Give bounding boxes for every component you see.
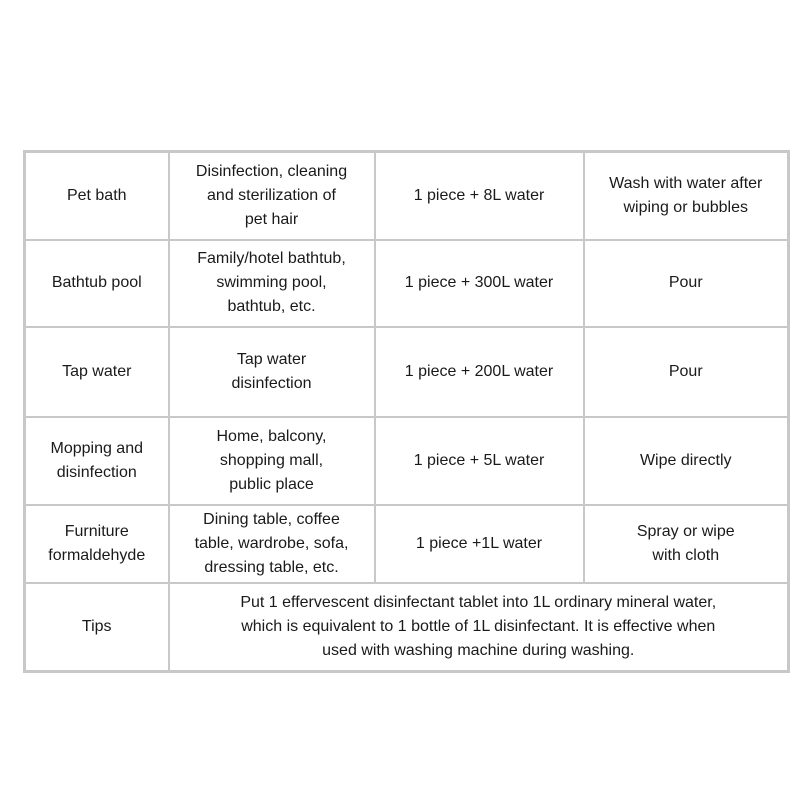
ratio-cell: 1 piece + 5L water	[375, 417, 584, 505]
usage-table	[23, 150, 790, 673]
scene-cell: Tap water	[25, 327, 169, 417]
ratio-cell: 1 piece + 200L water	[375, 327, 584, 417]
table-row	[25, 327, 789, 417]
purpose-cell: Disinfection, cleaning and sterilization of pet hair	[169, 152, 375, 240]
table-row	[25, 240, 789, 327]
purpose-cell: Family/hotel bathtub, swimming pool, bathtub, etc.	[169, 240, 375, 327]
method-cell: Pour	[584, 327, 789, 417]
method-cell: Spray or wipe with cloth	[584, 505, 789, 583]
tips-text: Put 1 effervescent disinfectant tablet into 1L ordinary mineral water, which is equivalent to 1 bottle of 1L disinfectant. It is effective when used with washing machine during washing.	[169, 583, 789, 672]
tips-row	[25, 583, 789, 672]
purpose-cell: Home, balcony, shopping mall, public place	[169, 417, 375, 505]
ratio-cell: 1 piece + 8L water	[375, 152, 584, 240]
ratio-cell: 1 piece + 300L water	[375, 240, 584, 327]
ratio-cell: 1 piece +1L water	[375, 505, 584, 583]
scene-cell: Mopping and disinfection	[25, 417, 169, 505]
purpose-cell: Dining table, coffee table, wardrobe, sofa, dressing table, etc.	[169, 505, 375, 583]
scene-cell: Bathtub pool	[25, 240, 169, 327]
table-row	[25, 505, 789, 583]
table-row	[25, 152, 789, 240]
method-cell: Pour	[584, 240, 789, 327]
scene-cell: Furniture formaldehyde	[25, 505, 169, 583]
purpose-cell: Tap water disinfection	[169, 327, 375, 417]
method-cell: Wipe directly	[584, 417, 789, 505]
table-row	[25, 417, 789, 505]
tips-label: Tips	[25, 583, 169, 672]
scene-cell: Pet bath	[25, 152, 169, 240]
method-cell: Wash with water after wiping or bubbles	[584, 152, 789, 240]
